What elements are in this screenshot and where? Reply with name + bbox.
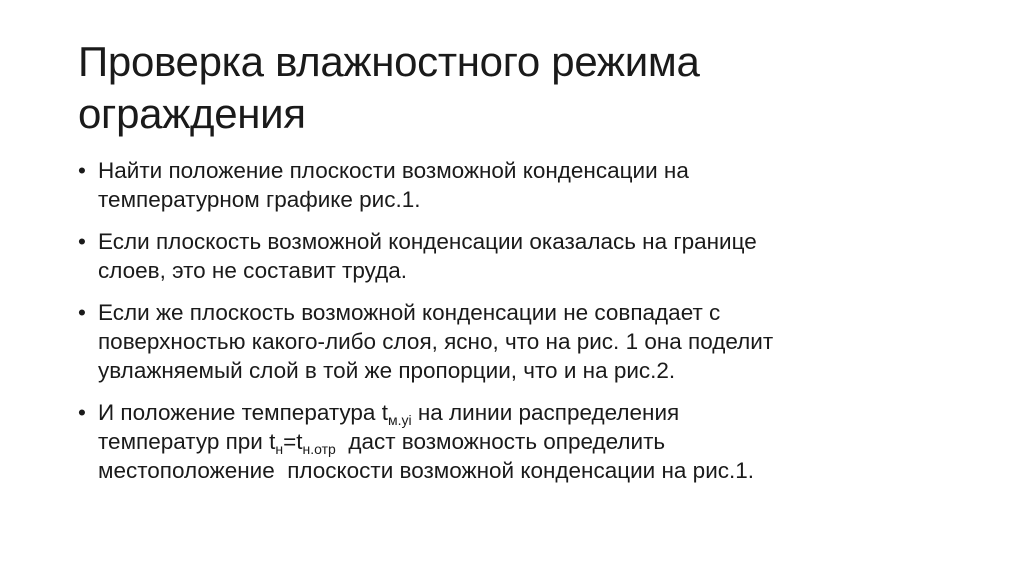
bullet-1-line-2: температурном графике рис.1.: [98, 187, 421, 212]
bullet-4-text-eq: =t: [283, 429, 303, 454]
list-item: [78, 227, 978, 285]
bullet-dot-icon: •: [78, 300, 86, 325]
title-line-1: Проверка влажностного режима: [78, 38, 700, 85]
bullet-4-text-c: температур при t: [98, 429, 276, 454]
bullet-4-text-d: даст возможность определить: [335, 429, 666, 454]
list-item: [78, 156, 978, 214]
bullet-4-line-2: [98, 427, 978, 456]
bullet-dot-icon: •: [78, 400, 86, 425]
bullet-4-text-a: И положение температура t: [98, 400, 388, 425]
bullet-3-line-3: увлажняемый слой в той же пропорции, что и на рис.2.: [98, 358, 676, 383]
bullet-2-line-2: слоев, это не составит труда.: [98, 258, 407, 283]
bullet-4-text-b: на линии распределения: [411, 400, 680, 425]
subscript-m-yi: м.уi: [387, 412, 412, 428]
bullet-dot-icon: •: [78, 229, 86, 254]
list-item: [78, 398, 978, 485]
bullet-3-line-2: поверхностью какого-либо слоя, ясно, что на рис. 1 она поделит: [98, 329, 774, 354]
bullet-4-line-3: местоположение плоскости возможной конденсации на рис.1.: [98, 458, 755, 483]
title-line-2: ограждения: [78, 90, 306, 137]
bullet-1-line-1: Найти положение плоскости возможной конденсации на: [98, 158, 689, 183]
bullet-4-line-1: [98, 398, 978, 427]
bullet-dot-icon: •: [78, 158, 86, 183]
bullet-2-line-1: Если плоскость возможной конденсации оказалась на границе: [98, 229, 757, 254]
subscript-n: н: [275, 441, 284, 457]
bullet-list: [78, 156, 978, 498]
list-item: [78, 298, 978, 385]
page-title: [78, 36, 958, 140]
bullet-3-line-1: Если же плоскость возможной конденсации не совпадает с: [98, 300, 721, 325]
subscript-n-otr: н.отр: [302, 441, 336, 457]
